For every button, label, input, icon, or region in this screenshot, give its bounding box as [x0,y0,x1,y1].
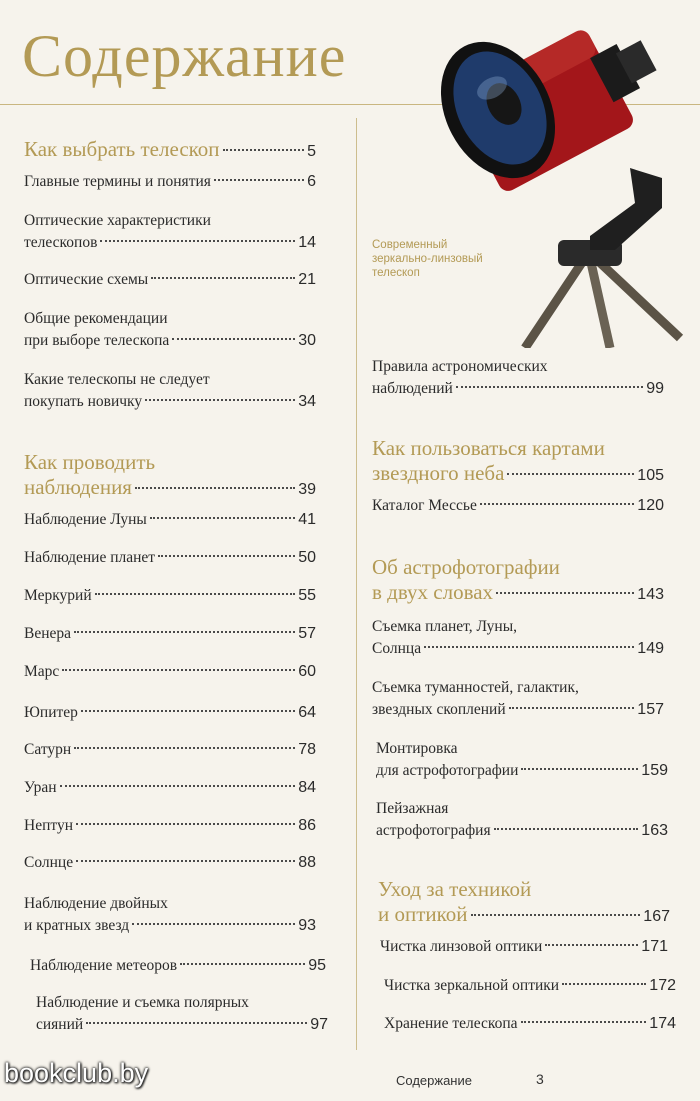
section-title-cont: наблюдения [24,475,132,499]
toc-entry[interactable] [24,210,316,254]
toc-entry[interactable] [24,777,316,799]
toc-entry[interactable] [380,936,668,958]
entry-title: Чистка зеркальной оптики [384,977,560,994]
page-number: 157 [637,701,664,718]
entry-title: Съемка туманностей, галактик, [372,679,579,696]
entry-title: Венера [24,625,72,642]
entry-title: Каталог Мессье [372,497,477,514]
toc-entry[interactable] [24,547,316,569]
telescope-image [430,18,700,348]
footer-page-number: 3 [536,1071,544,1087]
entry-title: Солнце [24,854,74,871]
toc-entry[interactable] [24,171,316,193]
photo-caption [372,238,512,280]
page-number: 97 [310,1016,328,1033]
entry-title-cont: сияний [36,1016,84,1033]
page-number: 95 [308,957,326,974]
entry-title: Оптические схемы [24,271,149,288]
entry-title: Хранение телескопа [384,1015,518,1032]
page-number: 50 [298,549,316,566]
page-number: 120 [637,497,664,514]
footer-section-label: Содержание [396,1073,472,1088]
entry-title: Чистка линзовой оптики [380,938,543,955]
toc-entry[interactable] [372,495,664,517]
entry-title: Наблюдение двойных [24,895,168,912]
toc-entry[interactable] [24,509,316,531]
page-number: 34 [298,393,316,410]
entry-title-cont: телескопов [24,234,98,251]
toc-entry[interactable] [36,992,328,1036]
caption-line: зеркально-линзовый [372,253,483,265]
page-number: 5 [307,143,316,160]
entry-title-cont: при выборе телескопа [24,332,170,349]
entry-title-cont: для астрофотографии [376,762,519,779]
page-number: 78 [298,741,316,758]
entry-title: Главные термины и понятия [24,173,211,190]
section-title-cont: звездного неба [372,461,505,485]
entry-title: Какие телескопы не следует [24,371,210,388]
toc-entry[interactable] [24,623,316,645]
page-number: 167 [643,908,670,925]
entry-title: Правила астрономических [372,358,548,375]
page-number: 88 [298,854,316,871]
entry-title: Общие рекомендации [24,310,168,327]
page-number: 21 [298,271,316,288]
page-number: 86 [298,817,316,834]
toc-section-heading[interactable] [378,877,670,929]
section-title-cont: и оптикой [378,902,468,926]
caption-line: телескоп [372,267,420,279]
section-title: Об астрофотографии [372,555,560,579]
page-number: 105 [637,467,664,484]
toc-entry[interactable] [24,815,316,837]
entry-title: Пейзажная [376,800,449,817]
toc-entry[interactable] [24,585,316,607]
watermark: bookclub.by [4,1058,149,1088]
page-number: 149 [637,640,664,657]
page-number: 57 [298,625,316,642]
entry-title: Юпитер [24,704,78,721]
entry-title: Оптические характеристики [24,212,211,229]
page-number: 55 [298,587,316,604]
page-number: 143 [637,586,664,603]
page-number: 14 [298,234,316,251]
entry-title: Уран [24,779,57,796]
toc-entry[interactable] [24,369,316,413]
toc-entry[interactable] [24,661,316,683]
entry-title-cont: наблюдений [372,380,453,397]
toc-entry[interactable] [24,893,316,937]
entry-title-cont: и кратных звезд [24,917,130,934]
entry-title: Марс [24,663,60,680]
toc-entry[interactable] [24,308,316,352]
entry-title: Сатурн [24,741,72,758]
entry-title: Наблюдение и съемка полярных [36,994,249,1011]
tripod-icon [525,240,680,348]
toc-section-heading[interactable] [24,137,316,164]
entry-title-cont: звездных скоплений [372,701,506,718]
caption-line: Современный [372,239,448,251]
entry-title: Нептун [24,817,73,834]
entry-title: Меркурий [24,587,92,604]
page-number: 99 [646,380,664,397]
entry-title: Наблюдение метеоров [30,957,178,974]
page-number: 163 [641,822,668,839]
page-number: 41 [298,511,316,528]
page-number: 39 [298,481,316,498]
toc-section-heading[interactable] [372,436,664,488]
section-title: Как проводить [24,450,156,474]
toc-section-heading[interactable] [372,555,664,607]
toc-entry[interactable] [30,955,326,977]
section-title-cont: в двух словах [372,580,494,604]
toc-entry[interactable] [24,269,316,291]
page-number: 6 [307,173,316,190]
toc-entry[interactable] [384,975,676,997]
toc-section-heading[interactable] [24,450,316,502]
page-number: 30 [298,332,316,349]
page-number: 93 [298,917,316,934]
entry-title: Наблюдение планет [24,549,156,566]
section-title: Как пользоваться картами [372,436,605,460]
entry-title-cont: покупать новичку [24,393,143,410]
page-number: 171 [641,938,668,955]
section-title: Как выбрать телескоп [24,137,220,161]
toc-entry[interactable] [372,677,664,721]
toc-entry[interactable] [24,702,316,724]
toc-entry[interactable] [376,798,668,842]
column-divider [356,118,357,1050]
toc-entry[interactable] [376,738,668,782]
page-number: 64 [298,704,316,721]
page-number: 174 [649,1015,676,1032]
page-number: 60 [298,663,316,680]
entry-title: Монтировка [376,740,458,757]
toc-entry[interactable] [24,852,316,874]
section-title: Уход за техникой [378,877,532,901]
toc-entry[interactable] [24,739,316,761]
toc-entry[interactable] [384,1013,676,1035]
page-title: Содержание [22,23,347,89]
page-number: 84 [298,779,316,796]
entry-title-cont: Солнца [372,640,422,657]
entry-title: Наблюдение Луны [24,511,147,528]
page-number: 172 [649,977,676,994]
entry-title: Съемка планет, Луны, [372,618,517,635]
page-number: 159 [641,762,668,779]
toc-entry[interactable] [372,356,664,400]
entry-title-cont: астрофотография [376,822,491,839]
toc-entry[interactable] [372,616,664,660]
